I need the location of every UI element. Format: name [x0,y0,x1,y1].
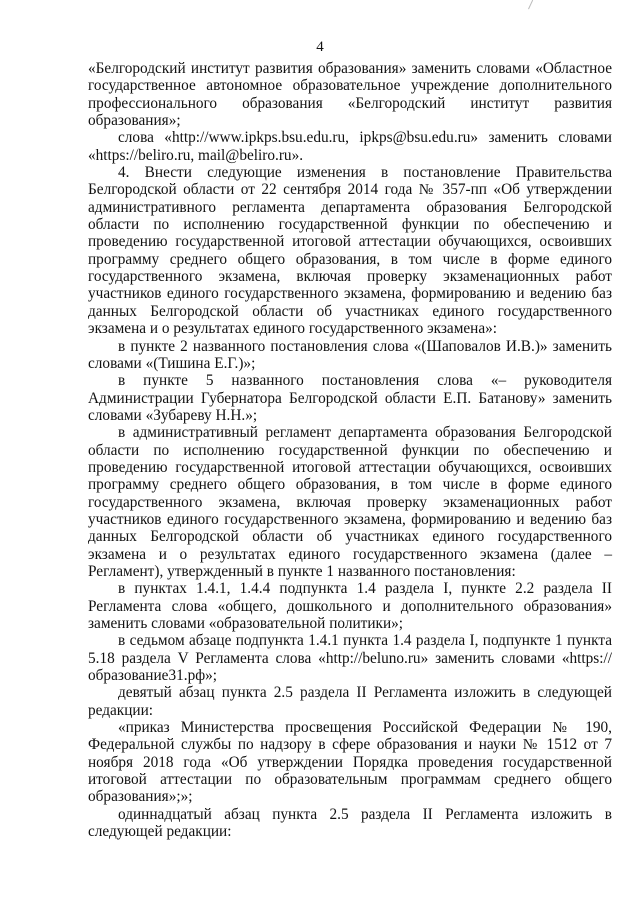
paragraph-11: одиннадцатый абзац пункта 2.5 раздела II Регламента изложить в следующей редакции: [88,805,612,841]
paragraph-1: «Белгородский институт развития образования» заменить словами «Областное государственное автономное образовательное учреждение дополнительного профессионального образования «Белгородский институт развития образования»; [88,60,612,130]
scan-mark [528,0,535,10]
paragraph-8: в седьмом абзаце подпункта 1.4.1 пункта 1.4 раздела I, подпункте 1 пункта 5.18 раздела V Регламента слова «http://beluno.ru» заменить словами «https://образование31.рф»; [88,632,612,685]
paragraph-2: слова «http://www.ipkps.bsu.edu.ru, ipkps@bsu.edu.ru» заменить словами «https://beliro.ru, mail@beliro.ru». [88,129,612,164]
page-number: 4 [316,39,324,55]
paragraph-3: 4. Внести следующие изменения в постановление Правительства Белгородской области от 22 сентября 2014 года № 357-пп «Об утверждении административного регламента департамента образования Белгородской области по исполнению государственной функции по обеспечению и проведению государственной итоговой аттестации обучающихся, освоивших программу среднего общего образования, в том числе в форме единого государственного экзамена, включая проверку экзаменационных работ участников единого государственного экзамена, формированию и ведению баз данных Белгородской области об участниках единого государственного экзамена и о результатах единого государственного экзамена»: [88,164,612,338]
paragraph-4: в пункте 2 названного постановления слова «(Шаповалов И.В.)» заменить словами «(Тишина Е.Г.)»; [88,337,612,372]
paragraph-6: в административный регламент департамента образования Белгородской области по исполнению государственной функции по обеспечению и проведению государственной итоговой аттестации обучающихся, освоивших программу среднего общего образования, в том числе в форме единого государственного экзамена, включая проверку экзаменационных работ участников единого государственного экзамена, формированию и ведению баз данных Белгородской области об участниках единого государственного экзамена и о результатах единого государственного экзамена (далее – Регламент), утвержденный в пункте 1 названного постановления: [88,424,612,580]
paragraph-9: девятый абзац пункта 2.5 раздела II Регламента изложить в следующей редакции: [88,684,612,719]
paragraph-5: в пункте 5 названного постановления слова «– руководителя Администрации Губернатора Белгородской области Е.П. Батанову» заменить словами «Зубареву Н.Н.»; [88,372,612,424]
paragraph-10: «приказ Министерства просвещения Российской Федерации № 190, Федеральной службы по надзору в сфере образования и науки № 1512 от 7 ноября 2018 года «Об утверждении Порядка проведения государственной итоговой аттестации по образовательным программам среднего общего образования»;»; [88,719,612,806]
paragraph-7: в пунктах 1.4.1, 1.4.4 подпункта 1.4 раздела I, пункте 2.2 раздела II Регламента слова «общего, дошкольного и дополнительного образования» заменить словами «образовательной политики»; [88,580,612,632]
document-body [88,60,612,840]
